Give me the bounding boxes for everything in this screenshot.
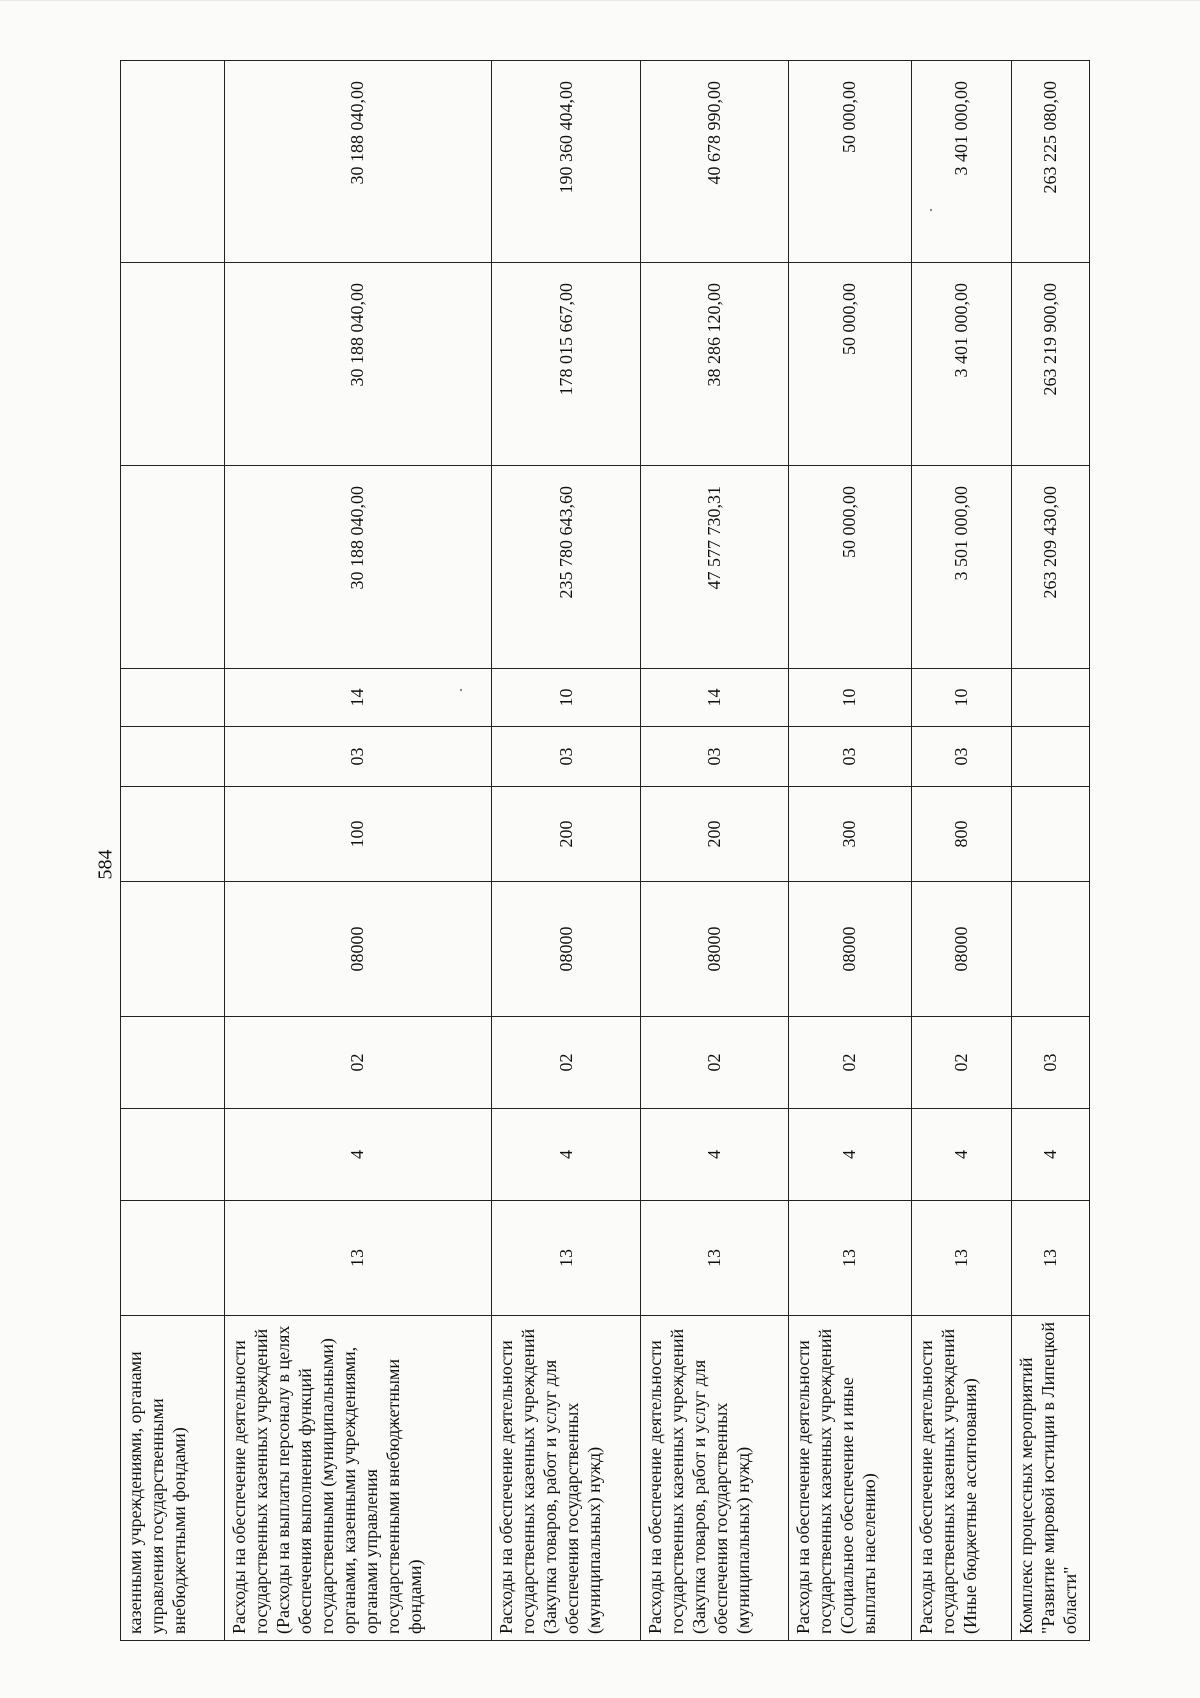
cell-amount: 263 209 430,00 [1012, 466, 1090, 669]
cell-amount: 47 577 730,31 [641, 466, 789, 669]
cell-code: 10 [492, 669, 641, 727]
cell-code [1012, 882, 1090, 1017]
cell-code: 13 [224, 1201, 492, 1316]
table-row [121, 61, 225, 1641]
cell-code: 4 [911, 1109, 1011, 1201]
cell-amount: 30 188 040,00 [224, 466, 492, 669]
cell-code: 4 [224, 1109, 492, 1201]
cell-amount: 30 188 040,00 [224, 263, 492, 466]
cell-code: 10 [788, 669, 911, 727]
cell-amount: 235 780 643,60 [492, 466, 641, 669]
cell-code: 13 [492, 1201, 641, 1316]
row-name: Расходы на обеспечение деятельности государственных казенных учреждений (Иные бюджетные ассигнования) [911, 1316, 1011, 1641]
row-name: Расходы на обеспечение деятельности государственных казенных учреждений (Закупка товаров, работ и услуг для обеспечения государственных (муниципальных) нужд) [641, 1316, 789, 1641]
cell-code: 08000 [224, 882, 492, 1017]
cell-code [1012, 727, 1090, 787]
cell-code: 02 [911, 1017, 1011, 1109]
cell-code: 03 [641, 727, 789, 787]
cell-code: 08000 [492, 882, 641, 1017]
cell-code: 03 [492, 727, 641, 787]
cell-code: 03 [788, 727, 911, 787]
cell-code: 13 [1012, 1201, 1090, 1316]
cell-code: 02 [492, 1017, 641, 1109]
cell-amount: 3 401 000,00 [911, 263, 1011, 466]
cell-code: 10 [911, 669, 1011, 727]
cell-code: 800 [911, 787, 1011, 882]
cell-code: 08000 [641, 882, 789, 1017]
cell-amount [121, 61, 225, 263]
cell-code [1012, 669, 1090, 727]
table-row [788, 61, 911, 1641]
cell-code [1012, 787, 1090, 882]
cell-code: 4 [788, 1109, 911, 1201]
table-row [1012, 61, 1090, 1641]
cell-code: 100 [224, 787, 492, 882]
cell-code: 4 [492, 1109, 641, 1201]
cell-code: 08000 [788, 882, 911, 1017]
cell-code [121, 727, 225, 787]
cell-code: 03 [1012, 1017, 1090, 1109]
table-row [492, 61, 641, 1641]
budget-table-rotated [120, 61, 1090, 1641]
table-row [911, 61, 1011, 1641]
cell-code: 4 [1012, 1109, 1090, 1201]
cell-code [121, 1109, 225, 1201]
row-name: Расходы на обеспечение деятельности государственных казенных учреждений (Закупка товаров, работ и услуг для обеспечения государственных (муниципальных) нужд) [492, 1316, 641, 1641]
row-name: Комплекс процессных мероприятий "Развитие мировой юстиции в Липецкой области" [1012, 1316, 1090, 1641]
cell-amount: 50 000,00 [788, 61, 911, 263]
cell-code [121, 882, 225, 1017]
cell-amount: 263 219 900,00 [1012, 263, 1090, 466]
row-name: Расходы на обеспечение деятельности государственных казенных учреждений (Социальное обеспечение и иные выплаты населению) [788, 1316, 911, 1641]
cell-amount: 50 000,00 [788, 466, 911, 669]
table-row [641, 61, 789, 1641]
cell-amount: 40 678 990,00 [641, 61, 789, 263]
cell-amount: 178 015 667,00 [492, 263, 641, 466]
cell-amount: 263 225 080,00 [1012, 61, 1090, 263]
budget-table [120, 60, 1090, 1641]
cell-code: 14 [224, 669, 492, 727]
cell-code [121, 669, 225, 727]
cell-code: 08000 [911, 882, 1011, 1017]
cell-code: 02 [788, 1017, 911, 1109]
cell-code: 4 [641, 1109, 789, 1201]
cell-code: 200 [641, 787, 789, 882]
cell-code: 02 [641, 1017, 789, 1109]
cell-amount: 30 188 040,00 [224, 61, 492, 263]
cell-code: 03 [911, 727, 1011, 787]
cell-code: 14 [641, 669, 789, 727]
cell-amount [121, 263, 225, 466]
row-name: казенными учреждениями, органами управления государственными внебюджетными фондами) [121, 1316, 225, 1641]
page-number: 584 [94, 849, 117, 880]
cell-amount: 3 501 000,00 [911, 466, 1011, 669]
cell-amount: 3 401 000,00 [911, 61, 1011, 263]
cell-amount: 190 360 404,00 [492, 61, 641, 263]
cell-code: 200 [492, 787, 641, 882]
cell-amount: 50 000,00 [788, 263, 911, 466]
cell-code: 13 [788, 1201, 911, 1316]
cell-amount: 38 286 120,00 [641, 263, 789, 466]
row-name: Расходы на обеспечение деятельности государственных казенных учреждений (Расходы на выплаты персоналу в целях обеспечения выполнения функций государственными (муниципальными) органами, казенными учреждениями, органами управления государственными внебюджетными фондами) [224, 1316, 492, 1641]
cell-amount [121, 466, 225, 669]
cell-code: 300 [788, 787, 911, 882]
cell-code: 03 [224, 727, 492, 787]
table-row [224, 61, 492, 1641]
cell-code [121, 787, 225, 882]
cell-code [121, 1017, 225, 1109]
cell-code: 13 [641, 1201, 789, 1316]
cell-code: 02 [224, 1017, 492, 1109]
cell-code [121, 1201, 225, 1316]
cell-code: 13 [911, 1201, 1011, 1316]
